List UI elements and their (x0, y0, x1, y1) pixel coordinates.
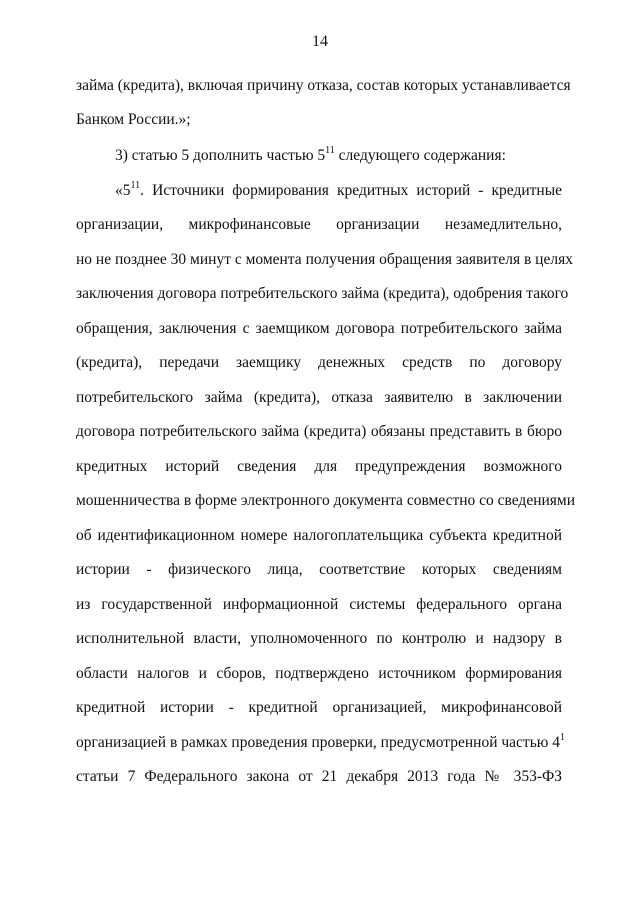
text-line-6: но не позднее 30 минут с момента получения обращения заявителя в целях (76, 251, 573, 268)
superscript: 11 (130, 180, 141, 191)
text-line-19: кредитной истории - кредитной организацией, микрофинансовой (76, 699, 562, 716)
text-line-20: организацией в рамках проведения проверки, предусмотренной частью $4^1$ (76, 732, 565, 751)
text-line-1: займа (кредита), включая причину отказа, состав которых устанавливается (76, 77, 571, 94)
text-line-15: истории - физического лица, соответствие которых сведениям (76, 561, 562, 578)
superscript: 1 (559, 732, 565, 743)
superscript: 11 (325, 145, 335, 156)
text-line-11: договора потребительского займа (кредита) обязаны представить в бюро (76, 423, 562, 440)
text-line-4: «$5^{11}$. Источники формирования кредитных историй - кредитные (115, 180, 562, 199)
text-line-3: 3) статью 5 дополнить частью $5^{11}$ следующего содержания: (115, 145, 506, 164)
text-line-2: Банком России.»; (76, 111, 191, 128)
text-line-18: области налогов и сборов, подтверждено источником формирования (76, 665, 562, 682)
text-line-21: статьи 7 Федерального закона от 21 декабря 2013 года № 353-ФЗ (76, 768, 562, 785)
text-line-9: (кредита), передачи заемщику денежных средств по договору (76, 354, 562, 371)
text-line-16: из государственной информационной системы федерального органа (76, 596, 562, 613)
page-number: 14 (312, 33, 328, 50)
text-line-10: потребительского займа (кредита), отказа заявителю в заключении (76, 389, 562, 406)
text-line-17: исполнительной власти, уполномоченного по контролю и надзору в (76, 630, 562, 647)
text-line-8: обращения, заключения с заемщиком договора потребительского займа (76, 320, 562, 337)
text-line-5: организации, микрофинансовые организации незамедлительно, (76, 216, 562, 233)
text-line-14: об идентификационном номере налогоплательщика субъекта кредитной (76, 527, 562, 544)
text-line-7: заключения договора потребительского займа (кредита), одобрения такого (76, 285, 569, 302)
text-line-13: мошенничества в форме электронного документа совместно со сведениями (76, 492, 576, 509)
text-line-12: кредитных историй сведения для предупреждения возможного (76, 458, 562, 475)
